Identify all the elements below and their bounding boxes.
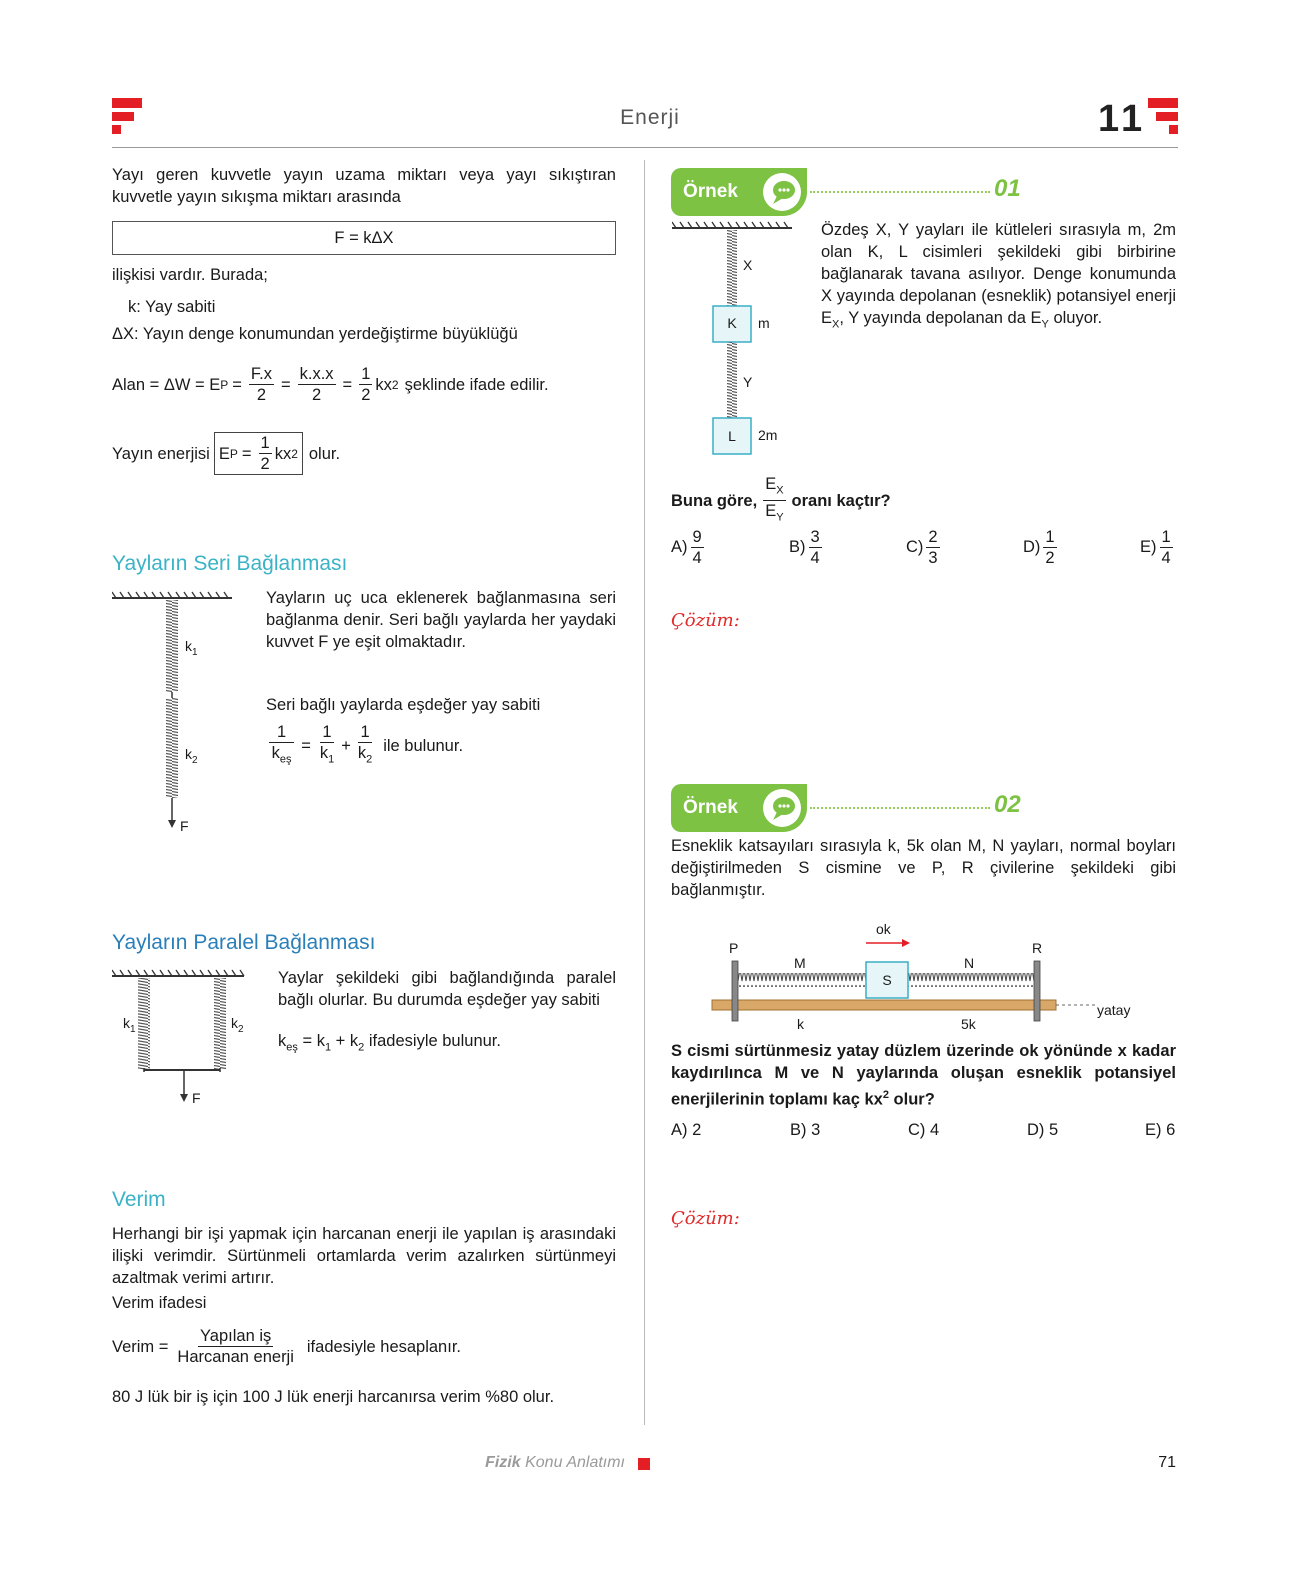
seri-r1-sub: 1 xyxy=(328,753,335,766)
ornek2-choice-e[interactable]: E) 6 xyxy=(1145,1121,1176,1139)
ornek2-fig-r: R xyxy=(1032,940,1043,956)
seri-k1-sub: 1 xyxy=(192,646,198,658)
ornek1-question xyxy=(671,474,891,528)
energy-kx: kx xyxy=(274,444,292,463)
ornek1-fig-x: X xyxy=(743,257,753,273)
relation-text: ilişkisi vardır. Burada; xyxy=(112,266,268,284)
energy-sub: P xyxy=(229,446,238,461)
seri-eq: = xyxy=(301,736,311,755)
ornek1-choice-b-label: B) xyxy=(789,538,806,556)
energy-eq: = xyxy=(241,444,252,463)
seri-r1-den xyxy=(318,743,336,769)
ornek1-choice-d-den: 2 xyxy=(1045,549,1055,567)
seri-k2-sub: 2 xyxy=(192,754,198,766)
seri-text2: Seri bağlı yaylarda eşdeğer yay sabiti xyxy=(266,696,541,714)
footer-book-rest: Konu Anlatımı xyxy=(525,1454,625,1471)
alan-eq2: = xyxy=(280,375,291,394)
ornek1-text xyxy=(821,219,1176,335)
ornek1-choice-a[interactable] xyxy=(671,527,707,568)
energy-ep: E xyxy=(218,444,230,463)
seri-title: Yayların Seri Bağlanması xyxy=(112,552,348,575)
paralel-label-k2 xyxy=(231,1015,244,1035)
verim-example: 80 J lük bir iş için 100 J lük enerji harcanırsa verim %80 olur. xyxy=(112,1388,555,1406)
seri-r1-k: k xyxy=(319,744,329,762)
paralel-formula xyxy=(278,1030,501,1058)
paralel-text: Yaylar şekildeki gibi bağlandığında paralel bağlı olurlar. Bu durumda eşdeğer yay sabiti xyxy=(278,969,616,1009)
column-divider xyxy=(644,160,645,1425)
alan-frac2-num: k.x.x xyxy=(299,365,334,383)
energy-prefix: Yayın enerjisi xyxy=(112,444,210,463)
ornek1-choice-e-den: 4 xyxy=(1161,549,1171,567)
paralel-label-k1 xyxy=(123,1015,136,1035)
alan-frac2 xyxy=(298,364,336,405)
verim-formula xyxy=(112,1326,461,1367)
ornek1-choice-d-frac xyxy=(1043,527,1056,568)
seri-lhs-num: 1 xyxy=(269,722,294,743)
ornek1-choice-a-frac xyxy=(691,527,704,568)
alan-frac2-den: 2 xyxy=(311,386,322,404)
footer-red-square xyxy=(638,1458,650,1470)
seri-lhs-sub: eş xyxy=(279,753,292,766)
ornek2-dots xyxy=(810,807,990,809)
chat-bubble-icon xyxy=(763,173,801,211)
alan-frac1 xyxy=(249,364,274,405)
energy-box xyxy=(214,432,303,475)
ornek2-choice-b[interactable]: B) 3 xyxy=(790,1121,821,1139)
seri-text: Yayların uç uca eklenerek bağlanmasına seri bağlanma denir. Seri bağlı yaylarda her yaydaki kuvvet F ye eşit olmaktadır. xyxy=(266,589,616,651)
ornek1-choice-e-label: E) xyxy=(1140,538,1157,556)
ornek1-q-prefix: Buna göre, xyxy=(671,491,758,510)
ornek1-q-den-sub: Y xyxy=(776,511,784,524)
alan-frac1-num: F.x xyxy=(250,365,272,383)
page-number: 71 xyxy=(1158,1454,1176,1471)
verim-frac xyxy=(175,1326,295,1367)
ornek2-fig-k: k xyxy=(797,1016,804,1032)
seri-r2-sub: 2 xyxy=(366,753,373,766)
alan-frac3-den: 2 xyxy=(361,386,371,404)
paralel-fig-s1: 1 xyxy=(130,1023,136,1035)
ornek1-choice-c-label: C) xyxy=(906,538,924,556)
seri-r1-num: 1 xyxy=(322,723,332,741)
ornek1-choice-a-den: 4 xyxy=(692,549,702,567)
ornek1-fig-2m: 2m xyxy=(758,427,778,443)
paralel-esh: eş xyxy=(286,1041,298,1054)
chat-bubble-icon xyxy=(763,789,801,827)
chapter-title: Enerji xyxy=(620,106,680,129)
ornek2-fig-m: M xyxy=(794,955,806,971)
seri-lhs xyxy=(269,722,294,769)
paralel-spring-figure xyxy=(112,968,252,1108)
ornek2-q-a: S cismi sürtünmesiz yatay düzlem üzerinde ok yönünde x kadar kaydırılınca M ve N yaylarında oluşan esneklik potansiyel enerjilerinin toplamı kaç kx xyxy=(671,1042,1176,1109)
ornek1-q-frac xyxy=(763,474,785,528)
ornek1-choice-a-label: A) xyxy=(671,538,688,556)
verim-num: Yapılan iş xyxy=(200,1327,272,1345)
energy-sup: 2 xyxy=(291,446,298,461)
ornek1-badge xyxy=(671,168,807,216)
ornek1-choice-c-den: 3 xyxy=(928,549,938,567)
ornek2-label: Örnek xyxy=(683,797,738,818)
ornek1-sub-x: X xyxy=(832,318,840,331)
ornek1-text-a: Özdeş X, Y yayları ile kütleleri sırasıyla m, 2m olan K, L cisimleri şekildeki gibi birbirine bağlanarak tavana asılıyor. Denge konumunda X yayında depolanan (esneklik) potansiyel enerji E xyxy=(821,221,1176,327)
alan-suffix: şeklinde ifade edilir. xyxy=(404,375,549,394)
energy-frac-num: 1 xyxy=(260,434,270,452)
ornek1-choice-e-num: 1 xyxy=(1161,528,1171,546)
paralel-eq: = xyxy=(302,1032,313,1050)
header-rule xyxy=(112,147,1178,148)
ornek1-label: Örnek xyxy=(683,181,738,202)
energy-frac xyxy=(259,433,272,474)
paralel-fig-s2: 2 xyxy=(238,1023,244,1035)
ornek1-fig-l: L xyxy=(728,428,736,444)
paralel-label-f: F xyxy=(192,1090,201,1106)
alan-kx: kx xyxy=(375,375,392,394)
ornek2-fig-5k: 5k xyxy=(961,1016,976,1032)
footer-book-bold: Fizik xyxy=(485,1454,521,1471)
alan-frac3-num: 1 xyxy=(361,365,371,383)
ornek1-number: 01 xyxy=(994,175,1021,202)
seri-r2-den xyxy=(356,743,374,769)
verim-title: Verim xyxy=(112,1188,166,1211)
energy-formula xyxy=(112,432,340,475)
formula-f-kdx: F = kΔX xyxy=(334,229,394,247)
alan-formula xyxy=(112,364,549,405)
ornek2-q-sup: 2 xyxy=(882,1089,889,1101)
definition-k: k: Yay sabiti xyxy=(128,298,216,316)
paralel-plus: + xyxy=(335,1032,346,1050)
ornek1-choice-b-frac xyxy=(809,527,822,568)
paralel-k1: k xyxy=(316,1032,325,1050)
ornek2-q-b: olur? xyxy=(888,1090,935,1109)
paralel-k: k xyxy=(278,1032,287,1050)
seri-spring-figure xyxy=(112,590,242,840)
definition-dx: ΔX: Yayın denge konumundan yerdeğiştirme büyüklüğü xyxy=(112,325,518,343)
ornek1-q-num-e: E xyxy=(765,475,777,493)
alan-frac3 xyxy=(359,364,372,405)
paralel-s1: 1 xyxy=(324,1041,332,1054)
ornek1-cozum: Çözüm: xyxy=(671,610,740,631)
ornek2-fig-p: P xyxy=(729,940,739,956)
seri-k1-letter: k xyxy=(185,638,192,654)
ornek1-dots xyxy=(810,191,990,193)
ornek2-fig-ok: ok xyxy=(876,921,891,937)
ornek2-cozum: Çözüm: xyxy=(671,1208,740,1229)
paralel-s2: 2 xyxy=(358,1041,365,1054)
alan-eq1: = xyxy=(232,375,242,394)
seri-lhs-k: k xyxy=(271,744,280,762)
ornek2-text: Esneklik katsayıları sırasıyla k, 5k olan M, N yayları, normal boyları değiştirilmeden S cismine ve P, R çivilerine şekildeki gibi bağlanmıştır. xyxy=(671,837,1176,899)
alan-prefix: Alan = ΔW = E xyxy=(112,375,221,394)
ornek2-fig-yatay: yatay xyxy=(1097,1002,1131,1018)
paralel-fig-k2: k xyxy=(231,1015,238,1031)
alan-sup: 2 xyxy=(391,377,399,392)
ornek1-choice-c[interactable] xyxy=(906,527,943,568)
ornek2-number: 02 xyxy=(994,791,1021,818)
verim-den: Harcanan enerji xyxy=(177,1348,294,1366)
footer-book-title xyxy=(420,1454,625,1472)
seri-r2-k: k xyxy=(357,744,367,762)
ornek2-fig-s: S xyxy=(882,972,892,988)
ornek1-choice-c-frac xyxy=(926,527,939,568)
verim-suffix: ifadesiyle hesaplanır. xyxy=(306,1337,461,1356)
seri-k2-letter: k xyxy=(185,746,192,762)
ornek2-choice-a[interactable]: A) 2 xyxy=(671,1121,702,1139)
ornek1-q-num xyxy=(763,474,785,501)
energy-suffix: olur. xyxy=(308,444,341,463)
seri-plus: + xyxy=(341,736,351,755)
ornek1-q-den-e: E xyxy=(765,502,777,521)
paralel-suffix: ifadesiyle bulunur. xyxy=(368,1032,501,1050)
verim-text: Herhangi bir işi yapmak için harcanan enerji ile yapılan iş arasındaki ilişki verimdir. Sürtünmeli ortamlarda verim azalırken sürtünmeyi azaltmak verimi artırır. xyxy=(112,1225,616,1287)
verim-text2: Verim ifadesi xyxy=(112,1294,207,1312)
seri-label-f: F xyxy=(180,818,189,834)
seri-label-k2 xyxy=(185,746,198,766)
seri-formula xyxy=(266,722,463,769)
seri-r2 xyxy=(356,722,374,769)
alan-frac1-den: 2 xyxy=(256,386,267,404)
ornek1-choice-a-num: 9 xyxy=(692,528,702,546)
publisher-logo-left xyxy=(112,98,142,138)
seri-r1 xyxy=(318,722,336,769)
seri-suffix: ile bulunur. xyxy=(383,736,464,755)
ornek1-choice-e[interactable] xyxy=(1140,527,1176,568)
ornek2-fig-n: N xyxy=(964,955,975,971)
publisher-logo-right xyxy=(1148,98,1178,138)
ornek1-choice-b-num: 3 xyxy=(810,528,820,546)
alan-sub: P xyxy=(220,377,229,392)
unit-number: 11 xyxy=(1098,98,1147,140)
ornek1-choice-e-frac xyxy=(1160,527,1173,568)
ornek2-choice-c[interactable]: C) 4 xyxy=(908,1121,940,1139)
ornek1-sub-y: Y xyxy=(1041,318,1049,331)
ornek1-choice-d-num: 1 xyxy=(1045,528,1055,546)
ornek1-choice-c-num: 2 xyxy=(928,528,938,546)
ornek1-fig-m: m xyxy=(758,315,770,331)
seri-r2-num: 1 xyxy=(360,723,370,741)
seri-lhs-den xyxy=(270,743,294,769)
ornek1-choice-b[interactable] xyxy=(789,527,825,568)
seri-label-k1 xyxy=(185,638,198,658)
ornek1-text-b: , Y yayında depolanan da E xyxy=(839,309,1042,327)
paralel-fig-k1: k xyxy=(123,1015,130,1031)
intro-text: Yayı geren kuvvetle yayın uzama miktarı veya yayı sıkıştıran kuvvetle yayın sıkışma miktarı arasında xyxy=(112,166,616,206)
ornek2-choice-d[interactable]: D) 5 xyxy=(1027,1121,1059,1139)
ornek1-q-den xyxy=(763,501,785,527)
alan-eq3: = xyxy=(342,375,353,394)
ornek1-q-suffix: oranı kaçtır? xyxy=(791,491,891,510)
energy-frac-den: 2 xyxy=(260,455,270,473)
ornek2-question xyxy=(671,1040,1176,1111)
ornek2-badge xyxy=(671,784,807,832)
ornek1-text-c: oluyor. xyxy=(1048,309,1103,327)
ornek1-choice-d[interactable] xyxy=(1023,527,1060,568)
ornek1-q-num-sub: X xyxy=(776,484,784,497)
paralel-k2: k xyxy=(349,1032,359,1050)
ornek1-fig-k: K xyxy=(727,315,737,331)
verim-prefix: Verim = xyxy=(112,1337,169,1356)
paralel-title: Yayların Paralel Bağlanması xyxy=(112,931,376,954)
ornek1-choice-b-den: 4 xyxy=(810,549,820,567)
ornek1-choice-d-label: D) xyxy=(1023,538,1041,556)
ornek1-fig-y: Y xyxy=(743,374,753,390)
